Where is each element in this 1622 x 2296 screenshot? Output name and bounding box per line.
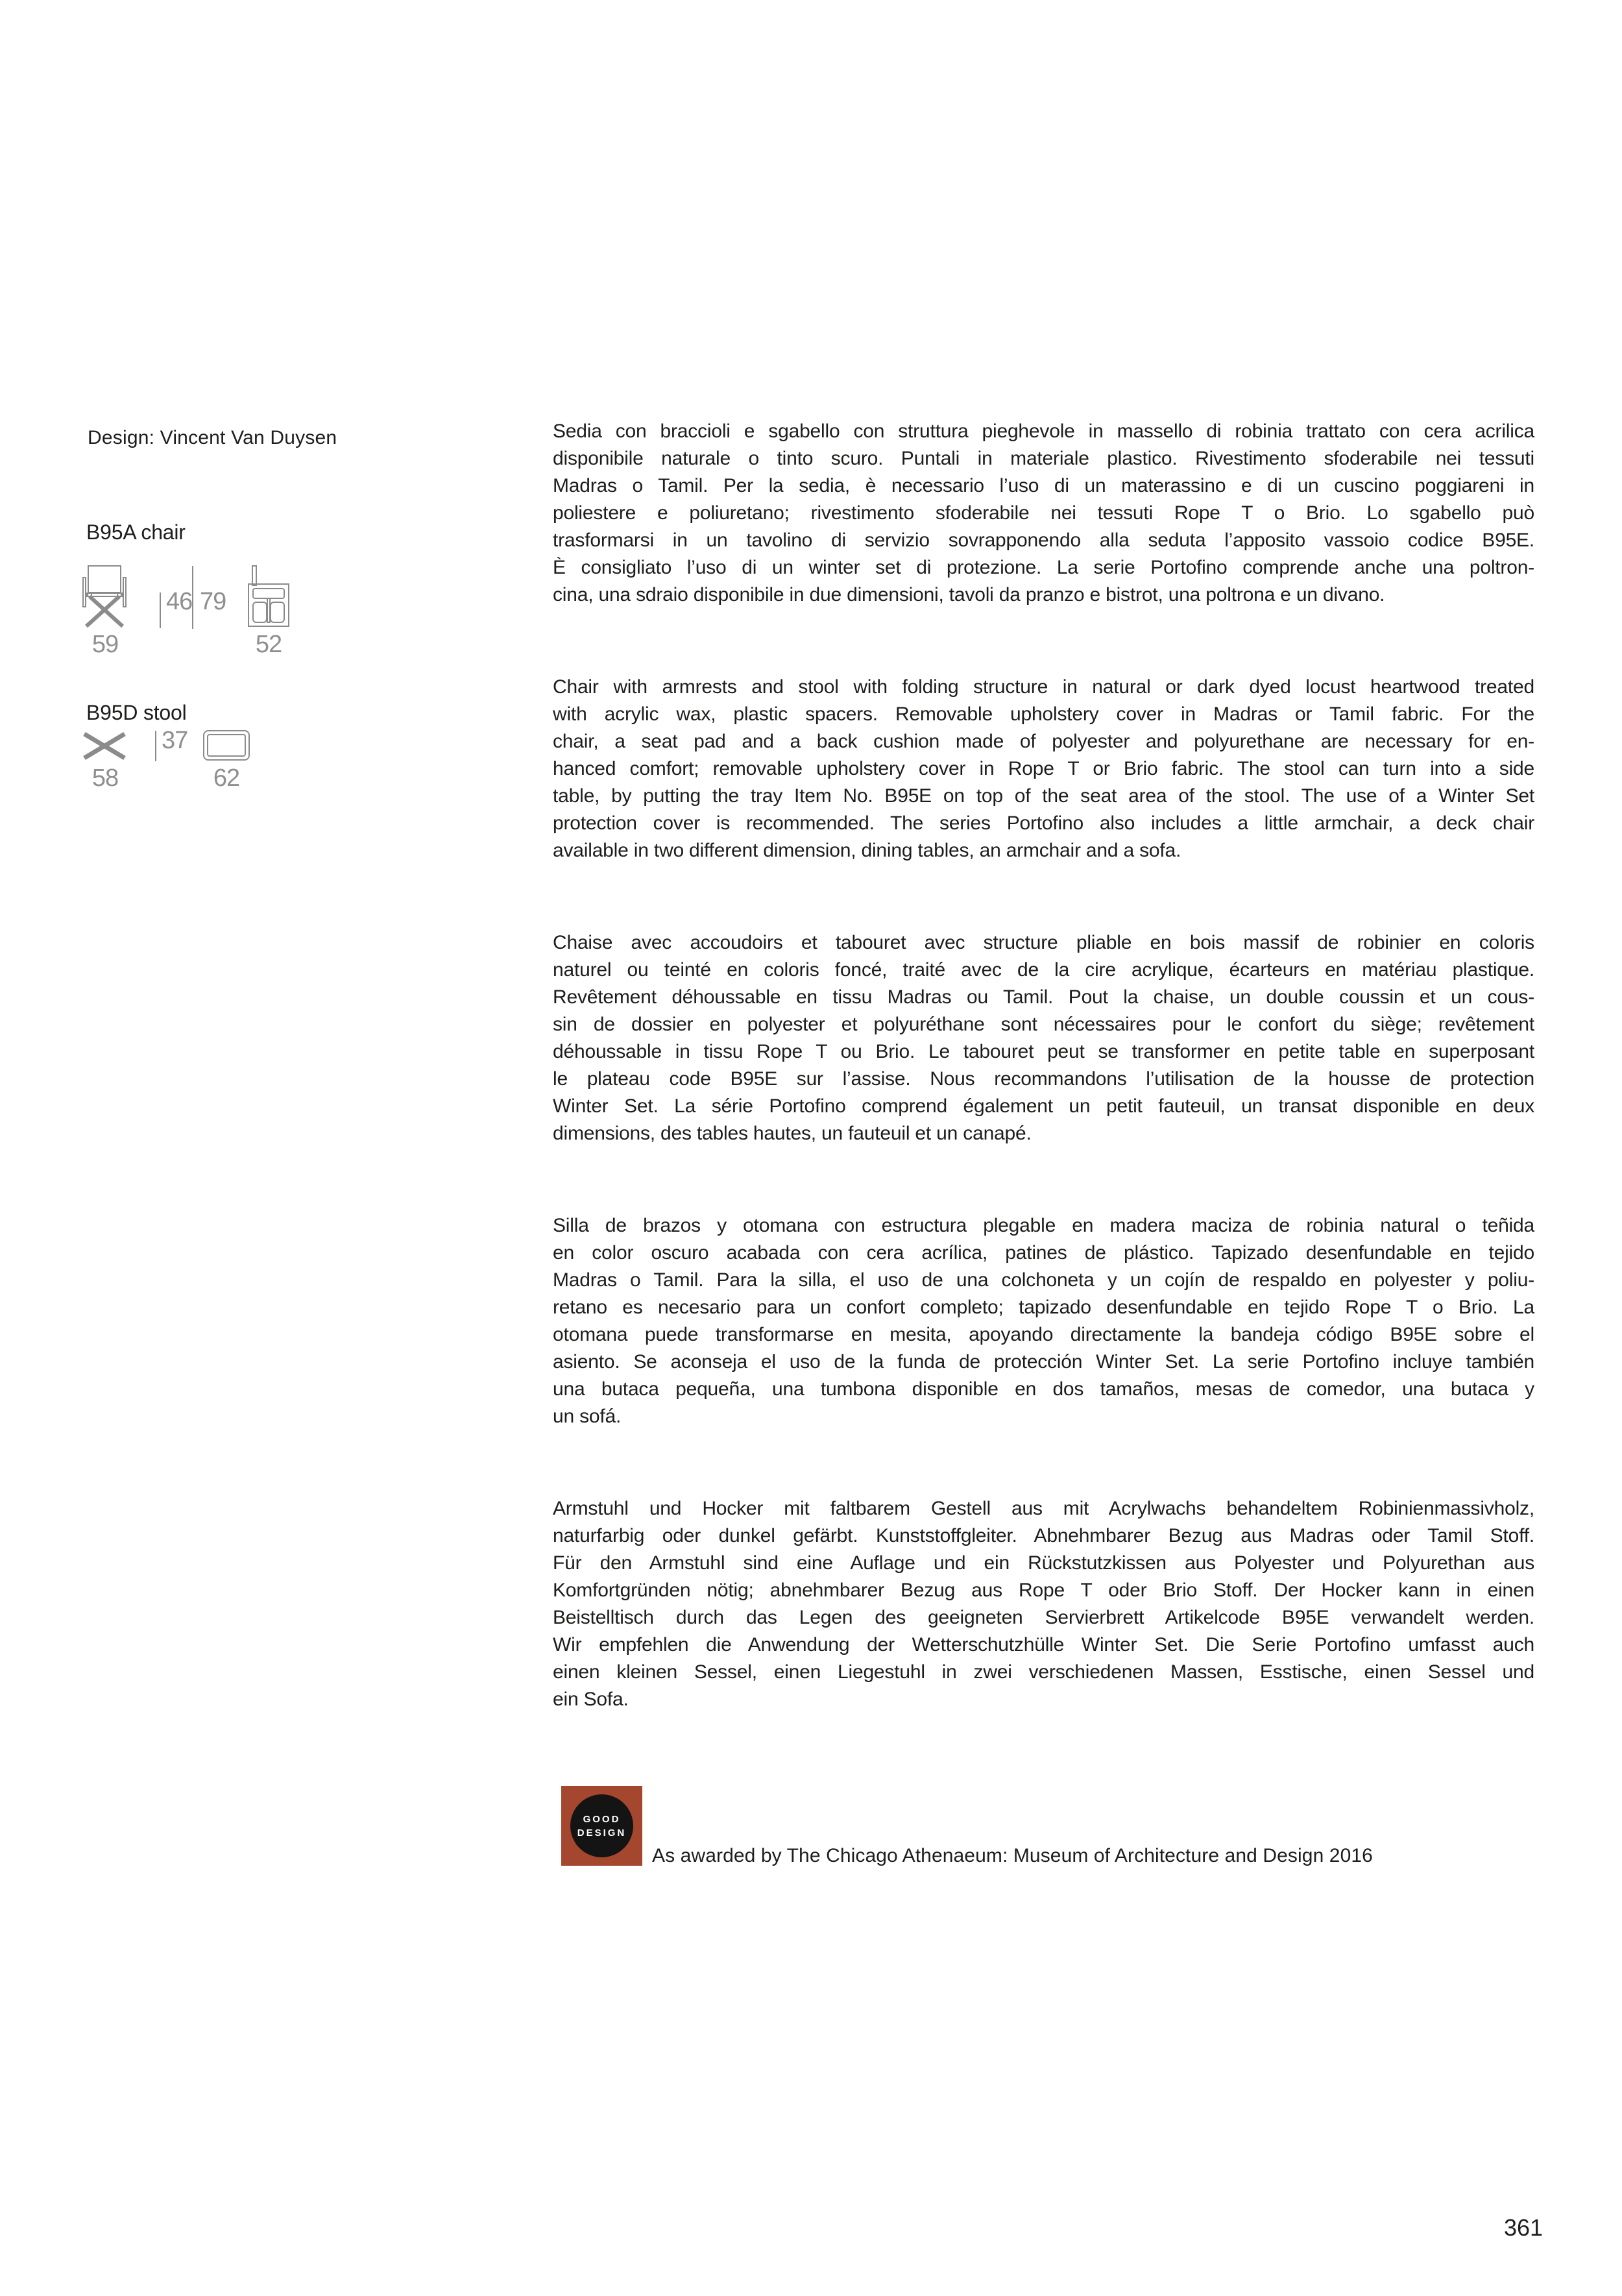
description-english: Chair with armrests and stool with folding structure in natural or dark dyed locust heartwood treated with acrylic wax, plastic spacers. Removable upholstery cover in Madras or Tamil fabric. For the chair, a seat pad and a back cushion made of polyester and polyurethane are necessary for en- hanced comfort; removable upholstery cover in Rope T or Brio fabric. The stool can turn into a side table, by putting the tray Item No. B95E on top of the seat area of the stool. The use of a Winter Set protection cover is recommended. The series Portofino also includes a little armchair, a deck chair available in two different dimension, dining tables, an armchair and a sofa. (553, 676, 1534, 861)
description-french: Chaise avec accoudoirs et tabouret avec structure pliable en bois massif de robinier en coloris naturel ou teinté en coloris foncé, traité avec de la cire acrylique, écarteurs en matériau plastique. Revêtement déhoussable en tissu Madras ou Tamil. Pout la chaise, un double coussin et un cous- sin de dossier en polyester et polyuréthane sont nécessaires pour le confort du siège; revêtement déhoussable in tissu Rope T ou Brio. Le tabouret peut se transformer en petite table en superposant le plateau code B95E sur l’assise. Nous recommandons l’utilisation de la housse de protection Winter Set. La série Portofino comprend également un petit fauteuil, un transat disponible en deux dimensions, des tables hautes, un fauteuil et un canapé. (553, 932, 1534, 1144)
product-label-stool: B95D stool (86, 701, 187, 724)
stool-front-drawing-icon (82, 731, 127, 761)
stool-height-dimension: 37 (162, 727, 188, 754)
good-design-logo-line1: GOOD (583, 1813, 621, 1825)
page-number: 361 (1504, 2214, 1543, 2241)
chair-height-dimension: 79 (200, 588, 226, 615)
description-italian: Sedia con braccioli e sgabello con struttura pieghevole in massello di robinia trattato con cera acrilica disponibile naturale o tinto scuro. Puntali in materiale plastico. Rivestimento sfoderabile nei tessuti Madras o Tamil. Per la sedia, è necessario l’uso di un materassino e di un cuscino poggiareni in poliestere e poliuretano; rivestimento sfoderabile nei tessuti Rope T o Brio. Lo sgabello può trasformarsi in un tavolino di servizio sovrapponendo alla seduta l’apposito vassoio codice B95E. È consigliato l’uso di un winter set di protezione. La serie Portofino comprende anche una poltron- cina, una sdraio disponibile in due dimensioni, tavoli da pranzo e bistrot, una poltrona e un divano. (553, 421, 1534, 605)
good-design-circle (570, 1794, 633, 1857)
chair-height-line (192, 566, 193, 629)
design-credit: Design: Vincent Van Duysen (88, 427, 337, 448)
award-caption: As awarded by The Chicago Athenaeum: Museum of Architecture and Design 2016 (652, 1845, 1373, 1866)
stool-depth-dimension: 62 (213, 764, 240, 792)
stool-width-dimension: 58 (91, 764, 119, 792)
description-column (553, 418, 1534, 1778)
chair-side-drawing-icon (248, 565, 289, 628)
chair-front-drawing-icon (82, 565, 127, 628)
chair-seat-height-dimension: 46 (166, 588, 193, 615)
description-spanish: Silla de brazos y otomana con estructura plegable en madera maciza de robinia natural o teñida en color oscuro acabada con cera acrílica, patines de plástico. Tapizado desenfundable en tejido Madras o Tamil. Para la silla, el uso de una colchoneta y un cojín de respaldo en polyester y poliu- retano es necesario para un confort completo; tapizado desenfundable en tejido Rope T o Brio. La otomana puede transformarse en mesita, apoyando directamente la bandeja código B95E sobre el asiento. Se aconseja el uso de la funda de protección Winter Set. La serie Portofino incluye también una butaca pequeña, una tumbona disponible en dos tamaños, mesas de comedor, una butaca y un sofá. (553, 1215, 1534, 1427)
chair-seat-height-line (160, 592, 161, 628)
product-label-chair: B95A chair (86, 520, 186, 544)
stool-top-drawing-icon (203, 730, 250, 761)
description-german: Armstuhl und Hocker mit faltbarem Gestell aus mit Acrylwachs behandeltem Robinienmassivholz, naturfarbig oder dunkel gefärbt. Kunststoffgleiter. Abnehmbarer Bezug aus Madras oder Tamil Stoff. Für den Armstuhl sind eine Auflage und ein Rückstutzkissen aus Polyester und Polyurethan aus Komfortgründen nötig; abnehmbarer Bezug aus Rope T oder Brio Stoff. Der Hocker kann in einen Beistelltisch durch das Legen des geeigneten Servierbrett Artikelcode B95E verwandelt werden. Wir empfehlen die Anwendung der Wetterschutzhülle Winter Set. Die Serie Portofino umfasst auch einen kleinen Sessel, einen Liegestuhl in zwei verschiedenen Massen, Esstische, einen Sessel und ein Sofa. (553, 1498, 1534, 1710)
good-design-logo-line2: DESIGN (577, 1827, 627, 1838)
chair-depth-dimension: 52 (255, 631, 282, 658)
good-design-award-logo-icon (561, 1786, 642, 1866)
stool-height-line (155, 731, 156, 761)
chair-width-dimension: 59 (91, 631, 119, 658)
